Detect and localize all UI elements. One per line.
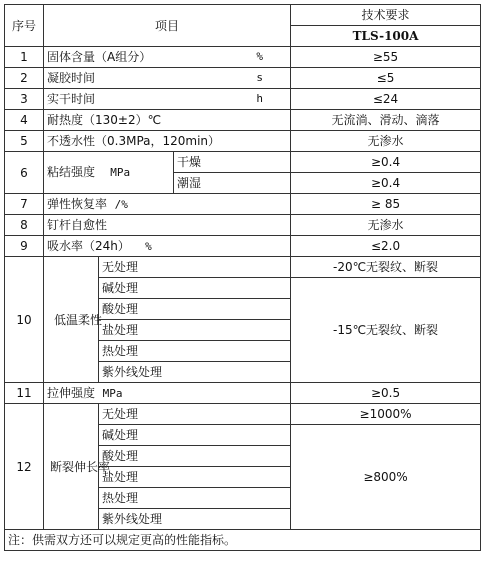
row-value: ≤24	[291, 89, 481, 110]
row-item-label: 耐热度（130±2）℃	[44, 110, 291, 131]
table-row	[5, 47, 481, 68]
table-row	[5, 404, 481, 425]
sub-label: 盐处理	[99, 467, 291, 488]
row-item	[44, 236, 291, 257]
table-row	[5, 383, 481, 404]
table-row	[5, 236, 481, 257]
row-item-label: 低温柔性	[44, 257, 99, 383]
row-unit: h	[256, 92, 264, 105]
row-item-label: 弹性恢复率	[47, 196, 108, 211]
row-unit: MPa	[110, 166, 131, 179]
sub-label: 干燥	[174, 152, 291, 173]
row-value: 无渗水	[291, 215, 481, 236]
group-value: ≥800%	[291, 425, 481, 530]
table-row	[5, 68, 481, 89]
row-item	[44, 383, 291, 404]
sub-label: 紫外线处理	[99, 362, 291, 383]
row-number: 4	[5, 110, 44, 131]
row-item-label: 断裂伸长率	[44, 404, 99, 530]
header-row	[5, 5, 481, 26]
sub-label: 无处理	[99, 257, 291, 278]
sub-label: 碱处理	[99, 278, 291, 299]
row-number: 6	[5, 152, 44, 194]
row-number: 10	[5, 257, 44, 383]
row-number: 3	[5, 89, 44, 110]
table-row	[5, 257, 481, 278]
row-item	[44, 194, 291, 215]
row-number: 7	[5, 194, 44, 215]
row-value: 无流淌、滑动、滴落	[291, 110, 481, 131]
row-unit: s	[256, 71, 264, 84]
row-item-label: 拉伸强度	[47, 385, 96, 400]
row-value: ≥0.4	[291, 152, 481, 173]
row-number: 8	[5, 215, 44, 236]
footnote: 注：供需双方还可以规定更高的性能指标。	[5, 530, 481, 551]
spec-table	[4, 4, 481, 551]
sub-label: 紫外线处理	[99, 509, 291, 530]
row-item-label: 粘结强度	[47, 165, 96, 179]
table-row	[5, 131, 481, 152]
row-item-label: 吸水率（24h）	[47, 238, 130, 253]
sub-label: 盐处理	[99, 320, 291, 341]
sub-label: 碱处理	[99, 425, 291, 446]
row-item-label: 实干时间	[47, 92, 96, 106]
row-number: 12	[5, 404, 44, 530]
row-value: ≤5	[291, 68, 481, 89]
row-value: ≥55	[291, 47, 481, 68]
row-value: 无渗水	[291, 131, 481, 152]
row-item-label: 钉杆自愈性	[44, 215, 291, 236]
row-unit: /%	[114, 197, 128, 211]
sub-label: 酸处理	[99, 299, 291, 320]
table-row	[5, 110, 481, 131]
table-row	[5, 215, 481, 236]
row-value: -20℃无裂纹、断裂	[291, 257, 481, 278]
row-unit: %	[145, 239, 152, 253]
table-row	[5, 194, 481, 215]
row-value: ≤2.0	[291, 236, 481, 257]
header-requirement: 技术要求	[291, 5, 481, 26]
row-number: 9	[5, 236, 44, 257]
header-item: 项目	[44, 5, 291, 47]
sub-label: 热处理	[99, 488, 291, 509]
note-row	[5, 530, 481, 551]
row-item	[44, 89, 291, 110]
row-value: ≥ 85	[291, 194, 481, 215]
row-number: 2	[5, 68, 44, 89]
row-value: ≥0.4	[291, 173, 481, 194]
row-item-label: 固体含量（A组分）	[47, 50, 152, 64]
sub-label: 无处理	[99, 404, 291, 425]
row-number: 5	[5, 131, 44, 152]
row-number: 1	[5, 47, 44, 68]
row-unit: MPa	[102, 386, 123, 400]
row-value: ≥1000%	[291, 404, 481, 425]
row-item	[44, 68, 291, 89]
row-value: ≥0.5	[291, 383, 481, 404]
row-item-label: 凝胶时间	[47, 71, 96, 85]
row-unit: %	[256, 50, 264, 63]
sub-label: 热处理	[99, 341, 291, 362]
row-item	[44, 47, 291, 68]
table-row	[5, 152, 481, 173]
sub-label: 潮湿	[174, 173, 291, 194]
group-value: -15℃无裂纹、断裂	[291, 278, 481, 383]
row-number: 11	[5, 383, 44, 404]
row-item-label: 不透水性（0.3MPa，120min）	[44, 131, 291, 152]
sub-label: 酸处理	[99, 446, 291, 467]
header-model: TLS-100A	[291, 26, 481, 47]
header-seq: 序号	[5, 5, 44, 47]
row-item	[44, 152, 174, 194]
table-row	[5, 89, 481, 110]
